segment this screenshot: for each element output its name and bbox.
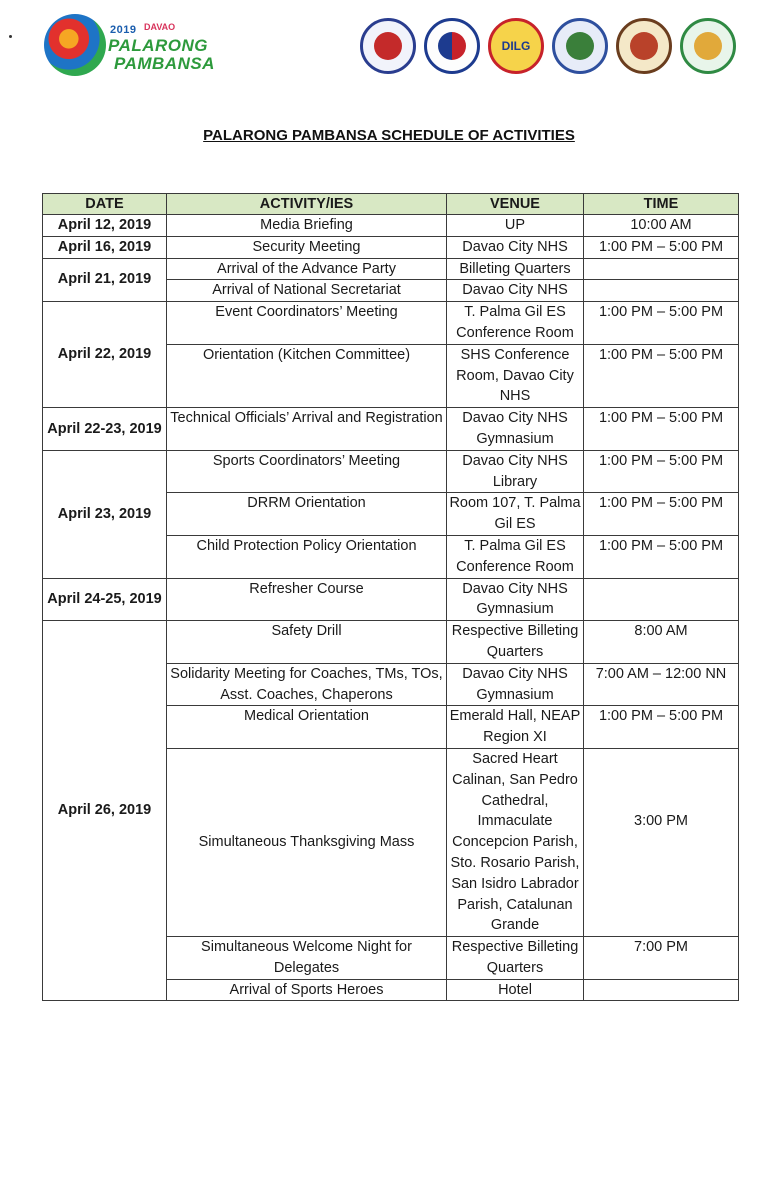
header-logos (0, 0, 768, 110)
date-cell: April 21, 2019 (43, 258, 167, 302)
venue-cell: Billeting Quarters (447, 258, 584, 280)
date-cell: April 12, 2019 (43, 215, 167, 237)
time-cell: 1:00 PM – 5:00 PM (584, 706, 739, 749)
activity-cell: Orientation (Kitchen Committee) (167, 344, 447, 407)
header-time: TIME (584, 194, 739, 215)
table-row (43, 215, 739, 237)
activity-cell: Simultaneous Thanksgiving Mass (167, 748, 447, 936)
activity-cell: Arrival of National Secretariat (167, 280, 447, 302)
date-cell: April 26, 2019 (43, 621, 167, 1001)
activity-cell: Medical Orientation (167, 706, 447, 749)
logo-word-pambansa: PAMBANSA (114, 54, 215, 73)
date-cell: April 24-25, 2019 (43, 578, 167, 621)
time-cell: 1:00 PM – 5:00 PM (584, 450, 739, 493)
venue-cell: Emerald Hall, NEAP Region XI (447, 706, 584, 749)
time-cell: 7:00 PM (584, 937, 739, 980)
date-cell: April 23, 2019 (43, 450, 167, 578)
venue-cell: UP (447, 215, 584, 237)
time-cell: 1:00 PM – 5:00 PM (584, 236, 739, 258)
time-cell: 1:00 PM – 5:00 PM (584, 344, 739, 407)
palarong-pambansa-logo (40, 14, 215, 80)
activity-cell: Sports Coordinators’ Meeting (167, 450, 447, 493)
table-row (43, 302, 739, 345)
logo-word-palarong: PALARONG (108, 36, 209, 55)
schedule-table (42, 193, 739, 1001)
venue-cell: SHS Conference Room, Davao City NHS (447, 344, 584, 407)
time-cell: 1:00 PM – 5:00 PM (584, 493, 739, 536)
logo-emblem-icon (44, 14, 106, 76)
table-row (43, 450, 739, 493)
activity-cell: Media Briefing (167, 215, 447, 237)
venue-cell: Davao City NHS Gymnasium (447, 578, 584, 621)
lungsod-seal-icon (552, 18, 608, 74)
time-cell (584, 280, 739, 302)
table-row (43, 578, 739, 621)
venue-cell: Davao City NHS (447, 280, 584, 302)
table-row (43, 236, 739, 258)
time-cell: 8:00 AM (584, 621, 739, 664)
table-row (43, 621, 739, 664)
date-cell: April 22, 2019 (43, 302, 167, 408)
date-cell: April 22-23, 2019 (43, 408, 167, 451)
activity-cell: Safety Drill (167, 621, 447, 664)
deped-region-seal-icon (616, 18, 672, 74)
activity-cell: Refresher Course (167, 578, 447, 621)
table-row (43, 408, 739, 451)
venue-cell: Room 107, T. Palma Gil ES (447, 493, 584, 536)
time-cell: 1:00 PM – 5:00 PM (584, 535, 739, 578)
header-date: DATE (43, 194, 167, 215)
date-cell: April 16, 2019 (43, 236, 167, 258)
header-venue: VENUE (447, 194, 584, 215)
time-cell (584, 979, 739, 1001)
table-header-row (43, 194, 739, 215)
time-cell (584, 578, 739, 621)
page-title: PALARONG PAMBANSA SCHEDULE OF ACTIVITIES (203, 127, 575, 144)
activity-cell: Security Meeting (167, 236, 447, 258)
venue-cell: T. Palma Gil ES Conference Room (447, 535, 584, 578)
davao-division-seal-icon (680, 18, 736, 74)
activity-cell: Solidarity Meeting for Coaches, TMs, TOs, Asst. Coaches, Chaperons (167, 663, 447, 706)
table-row (43, 258, 739, 280)
deped-seal-icon (360, 18, 416, 74)
venue-cell: Hotel (447, 979, 584, 1001)
time-cell: 1:00 PM – 5:00 PM (584, 408, 739, 451)
time-cell: 1:00 PM – 5:00 PM (584, 302, 739, 345)
time-cell: 10:00 AM (584, 215, 739, 237)
venue-cell: Sacred Heart Calinan, San Pedro Cathedral, Immaculate Concepcion Parish, Sto. Rosario Parish, San Isidro Labrador Parish, Catalunan Grande (447, 748, 584, 936)
venue-cell: Respective Billeting Quarters (447, 937, 584, 980)
venue-cell: Davao City NHS Gymnasium (447, 408, 584, 451)
psc-seal-icon (424, 18, 480, 74)
activity-cell: Child Protection Policy Orientation (167, 535, 447, 578)
activity-cell: Arrival of Sports Heroes (167, 979, 447, 1001)
venue-cell: Davao City NHS Library (447, 450, 584, 493)
activity-cell: Arrival of the Advance Party (167, 258, 447, 280)
scan-speck (9, 35, 12, 38)
header-activity: ACTIVITY/IES (167, 194, 447, 215)
activity-cell: DRRM Orientation (167, 493, 447, 536)
activity-cell: Event Coordinators’ Meeting (167, 302, 447, 345)
venue-cell: Respective Billeting Quarters (447, 621, 584, 664)
time-cell (584, 258, 739, 280)
activity-cell: Simultaneous Welcome Night for Delegates (167, 937, 447, 980)
venue-cell: T. Palma Gil ES Conference Room (447, 302, 584, 345)
dilg-seal-icon: DILG (488, 18, 544, 74)
activity-cell: Technical Officials’ Arrival and Registration (167, 408, 447, 451)
venue-cell: Davao City NHS (447, 236, 584, 258)
logo-city: DAVAO (144, 22, 176, 32)
logo-year: 2019 (110, 24, 137, 36)
time-cell: 3:00 PM (584, 748, 739, 936)
venue-cell: Davao City NHS Gymnasium (447, 663, 584, 706)
time-cell: 7:00 AM – 12:00 NN (584, 663, 739, 706)
